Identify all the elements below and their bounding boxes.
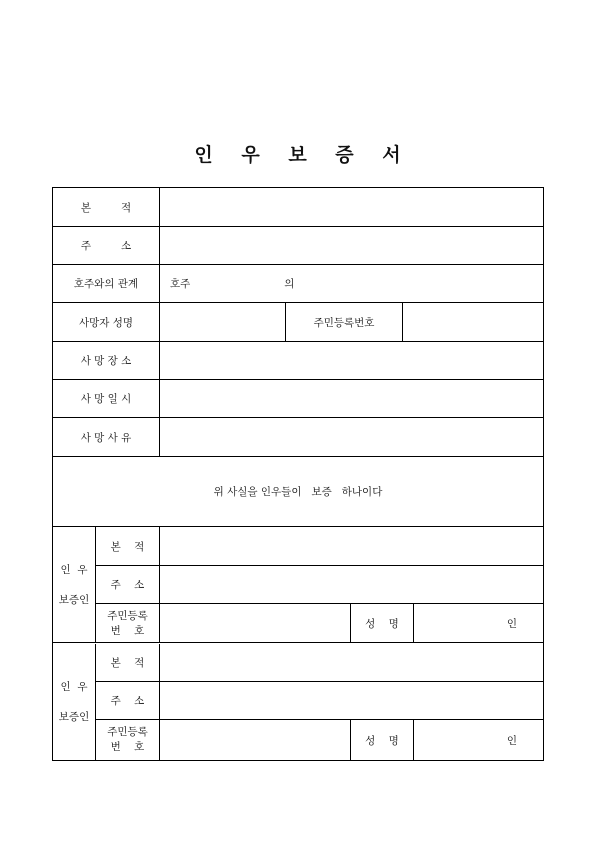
guarantor-1-label [53, 527, 96, 642]
guarantor-1-address-row [96, 566, 543, 604]
guarantor-1-address-label: 주 소 [96, 566, 160, 603]
death-datetime-row [53, 380, 543, 418]
guarantor-2-label-bottom: 보증인 [58, 711, 90, 723]
domicile-field[interactable] [160, 188, 543, 226]
guarantor-2-id-row [96, 720, 543, 760]
guarantor-2-resident-no-field[interactable] [160, 720, 351, 760]
death-datetime-field[interactable] [160, 380, 543, 417]
guarantor-2-address-field[interactable] [160, 682, 543, 719]
resident-no-label: 주민등록번호 [286, 303, 403, 341]
deceased-name-field[interactable] [160, 303, 286, 341]
relation-label: 호주와의 관계 [53, 265, 160, 302]
document-title: 인 우 보 증 서 [194, 144, 401, 166]
guarantor-1-label-bottom: 보증인 [58, 593, 90, 606]
guarantor-1-resident-no-label [96, 604, 160, 643]
guarantor-2-seal-text: 인 [506, 734, 517, 747]
death-place-row [53, 342, 543, 380]
address-label: 주 소 [53, 227, 160, 264]
death-reason-field[interactable] [160, 418, 543, 456]
address-field[interactable] [160, 227, 543, 264]
guarantee-form [52, 187, 544, 761]
deceased-name-label: 사망자 성명 [53, 303, 160, 341]
guarantor-1-resident-no-label-top: 주민등록 [107, 609, 148, 622]
guarantor-1-domicile-label: 본 적 [96, 527, 160, 565]
guarantor-2-name-field[interactable] [414, 720, 543, 760]
death-place-field[interactable] [160, 342, 543, 379]
guarantor-2-resident-no-label [96, 720, 160, 760]
guarantor-1 [53, 527, 543, 643]
death-reason-label: 사 망 사 유 [53, 418, 160, 456]
relation-field[interactable] [160, 265, 543, 302]
relation-suffix-text: 의 [284, 278, 295, 290]
guarantor-2-address-label: 주 소 [96, 682, 160, 719]
guarantor-2-domicile-row [96, 644, 543, 682]
death-place-label: 사 망 장 소 [53, 342, 160, 379]
guarantor-2-resident-no-label-bottom: 번 호 [110, 741, 145, 753]
relation-head-text: 호주 [170, 278, 191, 290]
guarantor-1-id-row [96, 604, 543, 643]
guarantor-1-domicile-field[interactable] [160, 527, 543, 565]
guarantor-2-name-label: 성 명 [351, 720, 414, 760]
address-row [53, 227, 543, 265]
statement-text: 위 사실을 인우들이 보증 하나이다 [213, 486, 383, 498]
statement-row [53, 457, 543, 527]
guarantor-1-resident-no-field[interactable] [160, 604, 351, 643]
guarantor-2-domicile-label: 본 적 [96, 644, 160, 681]
guarantor-1-address-field[interactable] [160, 566, 543, 603]
guarantor-1-label-top: 인 우 [60, 563, 88, 576]
guarantor-2-address-row [96, 682, 543, 720]
domicile-row [53, 188, 543, 227]
deceased-row [53, 303, 543, 342]
death-reason-row [53, 418, 543, 457]
guarantor-1-name-field[interactable] [414, 604, 543, 643]
guarantor-1-resident-no-label-bottom: 번 호 [110, 624, 145, 637]
guarantor-2-label [53, 644, 96, 760]
death-datetime-label: 사 망 일 시 [53, 380, 160, 417]
guarantor-1-domicile-row [96, 527, 543, 566]
guarantor-1-name-label: 성 명 [351, 604, 414, 643]
guarantor-2-label-top: 인 우 [60, 681, 88, 693]
relation-row [53, 265, 543, 303]
resident-no-field[interactable] [403, 303, 543, 341]
guarantor-2-resident-no-label-top: 주민등록 [107, 726, 148, 738]
guarantor-1-seal-text: 인 [506, 618, 517, 630]
domicile-label: 본 적 [53, 188, 160, 226]
guarantor-2 [53, 644, 543, 760]
guarantor-2-domicile-field[interactable] [160, 644, 543, 681]
